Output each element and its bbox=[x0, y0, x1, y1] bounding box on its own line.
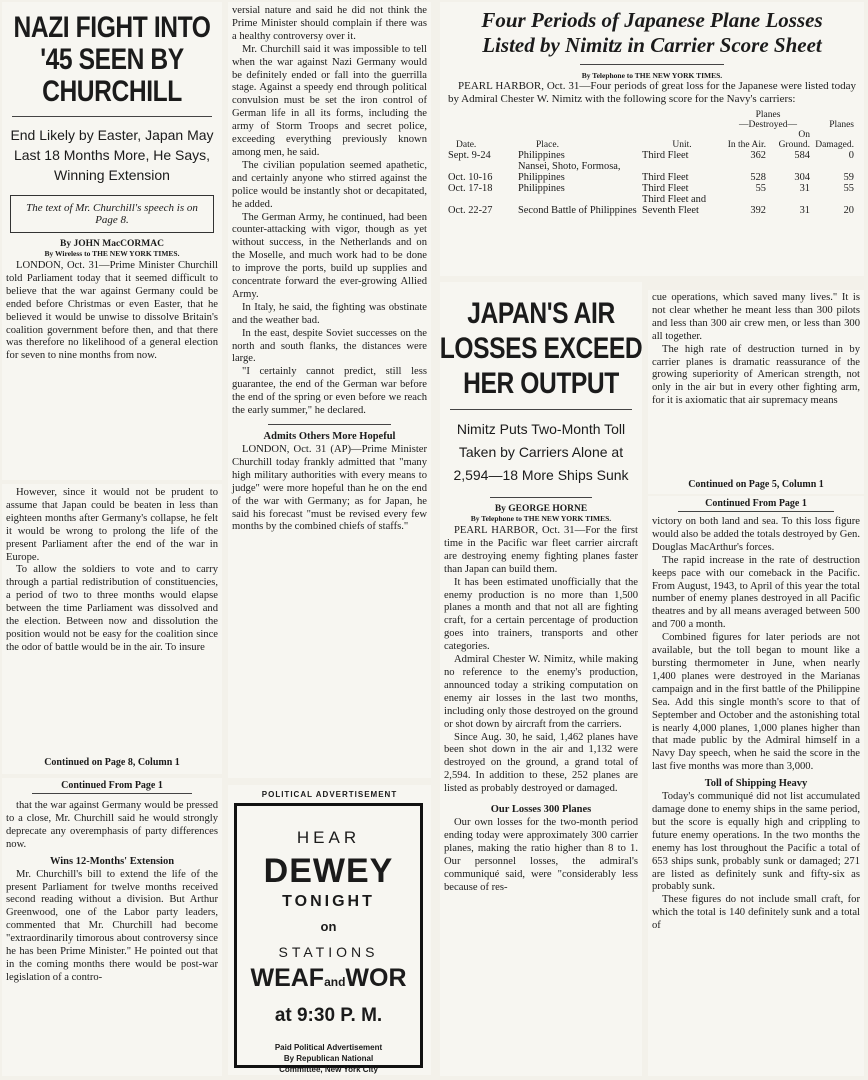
ad-call-letters bbox=[237, 964, 420, 993]
table-row bbox=[446, 183, 856, 194]
row-ground: 584 bbox=[794, 150, 810, 161]
japan-wire: By Telephone to THE NEW YORK TIMES. bbox=[470, 514, 612, 523]
paragraph: Mr. Churchill said it was impossible to tell when the war against Nazi Germany would be definitely ended or fall into the guerrilla stage. Against a speedy end through political convulsion must be set the iron control of German life in all its forms, including the army of Storm Troops and secret police, exceeding everything previously known among men, he said. bbox=[232, 43, 427, 158]
paragraph: victory on both land and sea. To this loss figure would also be added the totals destroyed by Gen. Douglas MacArthur's forces. bbox=[652, 516, 861, 553]
churchill-headline: NAZI FIGHT INTO '45 SEEN BY CHURCHILL bbox=[13, 11, 211, 108]
table-header-group bbox=[446, 110, 856, 130]
row-unit: Third Fleet bbox=[642, 172, 689, 183]
header-damaged: Damaged. bbox=[815, 140, 854, 150]
paragraph: PEARL HARBOR, Oct. 31—For the first time in the Pacific war fleet carrier aircraft are destroying enemy fighting planes faster than Japan can build them. bbox=[444, 525, 638, 575]
paragraph: "I certainly cannot predict, still less guarantee, the end of the German war before the end of the spring or even before we reach the early summer," he declared. bbox=[232, 366, 427, 417]
divider bbox=[268, 424, 391, 425]
paragraph: These figures do not include small craft, for which the total is 140 definitely sunk and a total of bbox=[652, 894, 860, 932]
table-row bbox=[446, 194, 856, 216]
table-header bbox=[446, 130, 856, 150]
paragraph: Today's communiqué did not list accumulated damage done to enemy ships in the same period, but the score is equally high and crippling to future enemy operations. In the two months the enemy has lost throughout the Pacific a total of 653 ships sunk, probably sunk or damaged; 271 are listed as definitely sunk and fifty-six as probably sunk. bbox=[652, 791, 860, 893]
carrier-score-table bbox=[446, 110, 856, 216]
ad-header: POLITICAL ADVERTISEMENT bbox=[261, 790, 398, 799]
japan-column-1 bbox=[440, 282, 642, 1076]
ad-on: on bbox=[320, 919, 337, 934]
ad-paid-2: By Republican National bbox=[283, 1054, 374, 1063]
row-place: Philippines bbox=[518, 183, 565, 194]
divider bbox=[490, 497, 592, 498]
ad-time: at 9:30 P. M. bbox=[274, 1005, 383, 1026]
row-unit: Third Fleet bbox=[642, 150, 689, 161]
ad-tonight: TONIGHT bbox=[282, 893, 375, 910]
paragraph: Admiral Chester W. Nimitz, while making no reference to the enemy's production, announced today a striking computation on enemy air losses in the last two months, including only those destroyed on the ground or shot down by aircraft from the carriers. bbox=[444, 654, 638, 730]
subhead-our-losses: Our Losses 300 Planes bbox=[490, 804, 592, 816]
subhead-shipping: Toll of Shipping Heavy bbox=[704, 778, 808, 790]
paragraph: Combined figures for later periods are not available, but the toll began to mount like a bursting thermometer in June, when nearly 1,400 planes were destroyed in the Marianas campaign and in the first battle of the Philippine Sea. Add this single month's score to that of September and October and the astonishing total is nearly 4,000 planes, 1,000 planes higher than that made public by the Admiral himself in a Navy Day speech, when he said the score in the last five months was more than 3,000. bbox=[652, 632, 860, 773]
divider bbox=[580, 64, 724, 65]
row-damaged: 59 bbox=[843, 172, 854, 183]
continued-on-label: Continued on Page 5, Column 1 bbox=[688, 479, 824, 490]
paragraph: The civilian population seemed apathetic, and certainly anyone who stirred against the police would be instantly shot or decapitated, he added. bbox=[232, 159, 427, 210]
ad-paid-1: Paid Political Advertisement bbox=[274, 1043, 383, 1052]
japan-text-4 bbox=[648, 516, 864, 774]
paragraph: PEARL HARBOR, Oct. 31—Four periods of great loss for the Japanese were listed today by Admiral Chester W. Nimitz with the following score for the Navy's carriers: bbox=[448, 80, 856, 105]
japan-headline: JAPAN'S AIR LOSSES EXCEED HER OUTPUT bbox=[440, 297, 642, 400]
churchill-column-1-mid bbox=[2, 484, 222, 774]
paragraph: Since Aug. 30, he said, 1,462 planes have been shot down in the air and 1,132 were destroyed on the ground, a grand total of 2,594. In addition to these, 252 planes are listed as probably destroyed or damaged. bbox=[444, 731, 638, 795]
ad-hear: HEAR bbox=[296, 828, 361, 847]
ad-weaf: WEAF bbox=[250, 964, 325, 992]
paragraph: LONDON, Oct. 31 (AP)—Prime Minister Churchill today frankly admitted that "many high military authorities with every means to judge" were more hopeful than he on the end of the war with Germany; as for Japan, he said his forecast "must be revised every few months by the combined chiefs of staffs." bbox=[232, 444, 427, 533]
nimitz-wire: By Telephone to THE NEW YORK TIMES. bbox=[581, 71, 723, 80]
continued-on-label: Continued on Page 8, Column 1 bbox=[44, 757, 180, 768]
ad-dewey: DEWEY bbox=[263, 852, 394, 890]
row-ground: 31 bbox=[799, 205, 810, 216]
row-date: Oct. 17-18 bbox=[448, 183, 493, 194]
nimitz-score-clipping bbox=[440, 2, 864, 276]
header-air: In the Air. bbox=[727, 140, 766, 150]
paragraph: In Italy, he said, the fighting was obstinate and the weather bad. bbox=[232, 301, 427, 326]
churchill-wire: By Wireless to THE NEW YORK TIMES. bbox=[44, 249, 180, 258]
japan-column-2 bbox=[648, 290, 864, 494]
row-unit: Third Fleet and Seventh Fleet bbox=[642, 194, 707, 216]
speech-note-box bbox=[10, 195, 214, 233]
paragraph: Mr. Churchill's bill to extend the life of the present Parliament for twelve months received second reading without a division. But Arthur Greenwood, one of the Labor party leaders, commented that Mr. Churchill had become "extraordinarily timorous about controversy since he has been Prime Minister." He pointed out that in the coming months there would be post-war legislation of a contro- bbox=[6, 868, 218, 983]
japan-column-2-bottom bbox=[648, 496, 864, 1076]
row-date: Sept. 9-24 bbox=[448, 150, 491, 161]
nimitz-headline: Four Periods of Japanese Plane Losses Listed by Nimitz in Carrier Score Sheet bbox=[481, 8, 823, 57]
churchill-column-1-bottom bbox=[2, 778, 222, 1076]
subhead-hopeful: Admits Others More Hopeful bbox=[263, 431, 396, 442]
row-ground: 31 bbox=[799, 183, 810, 194]
header-planes-2: Planes bbox=[829, 120, 854, 130]
header-ground: On Ground. bbox=[778, 130, 810, 150]
divider bbox=[450, 409, 632, 410]
churchill-column-1 bbox=[2, 2, 222, 480]
ad-paid-3: Committee, New York City bbox=[279, 1065, 378, 1074]
row-air: 392 bbox=[750, 205, 766, 216]
header-destroyed: —Destroyed— bbox=[738, 120, 798, 130]
row-place: Nansei, Shoto, Formosa, Philippines bbox=[518, 161, 621, 183]
ad-and: and bbox=[324, 975, 346, 989]
row-damaged: 20 bbox=[843, 205, 854, 216]
divider bbox=[12, 116, 212, 117]
continued-from-label: Continued From Page 1 bbox=[32, 778, 192, 794]
row-air: 528 bbox=[750, 172, 766, 183]
row-air: 362 bbox=[750, 150, 766, 161]
churchill-text-2 bbox=[2, 487, 222, 655]
header-planes: Planes bbox=[755, 110, 781, 120]
churchill-text-6 bbox=[228, 444, 431, 534]
japan-deck: Nimitz Puts Two-Month Toll Taken by Carriers Alone at 2,594—18 More Ships Sunk bbox=[453, 421, 629, 483]
row-place: Second Battle of Philippines bbox=[518, 205, 637, 216]
paragraph: However, since it would not be prudent to assume that Japan could be beaten in less than eighteen months after Germany's collapse, he felt it would be wrong to prolong the life of the present Parliament after the end of the war in Europe. bbox=[6, 487, 218, 563]
churchill-text-3 bbox=[2, 800, 222, 852]
header-unit: Unit. bbox=[672, 140, 692, 150]
political-advertisement bbox=[228, 785, 431, 1075]
table-row bbox=[446, 150, 856, 161]
row-damaged: 55 bbox=[843, 183, 854, 194]
table-row bbox=[446, 161, 856, 183]
row-damaged: 0 bbox=[848, 150, 854, 161]
paragraph: The German Army, he continued, had been counter-attacking with vigor, though as yet without success, in the Netherlands and on the Moselle, and much work had to be done to improve the ports, build up supplies and concentrate forward the ever-growing Allied Army. bbox=[232, 211, 427, 300]
paragraph: In the east, despite Soviet successes on the north and south flanks, the distances were large. bbox=[232, 327, 427, 365]
ad-wor: WOR bbox=[345, 964, 407, 992]
churchill-deck: End Likely by Easter, Japan May Last 18 Months More, He Says, Winning Extension bbox=[10, 127, 214, 183]
paragraph: LONDON, Oct. 31—Prime Minister Churchill told Parliament today that it seemed difficult to believe that the war against Germany could be ended before Christmas or even Easter, that he believed it would be unwise to dissolve Britain's coalition government before then, and that there was therefore no likelihood of a general election for seven to nine months from now. bbox=[6, 260, 218, 362]
paragraph: cue operations, which saved many lives." It is not clear whether he meant less than 300 pilots and less than 300 air crew men, or less than 300 all together. bbox=[652, 292, 860, 342]
churchill-byline: By JOHN MacCORMAC bbox=[60, 239, 164, 249]
row-unit: Third Fleet bbox=[642, 183, 689, 194]
ad-stations: STATIONS bbox=[278, 944, 379, 960]
paragraph: To allow the soldiers to vote and to carry through a partial redistribution of constituencies, a period of two to three months would elapse between the time Parliament was dissolved and the election. Between now and dissolution the position would not be easy for the coalition since the odor of battle would be in the air. To insure bbox=[6, 564, 218, 653]
churchill-text-5 bbox=[228, 5, 431, 418]
ad-box bbox=[234, 803, 423, 1074]
japan-text-5 bbox=[648, 791, 864, 933]
header-date: Date. bbox=[456, 140, 477, 150]
row-place: Philippines bbox=[518, 150, 565, 161]
japan-text-2 bbox=[440, 817, 642, 894]
churchill-text-4 bbox=[2, 869, 222, 985]
paragraph: Our own losses for the two-month period ending today were approximately 300 carrier planes, making the ratio higher than 8 to 1. Our personnel losses, the admiral's communiqué said, were "considerably less because of res- bbox=[444, 817, 638, 893]
paragraph: that the war against Germany would be pressed to a close, Mr. Churchill said he would strongly deprecate any overemphasis of party differences now. bbox=[6, 800, 218, 850]
subhead-extension: Wins 12-Months' Extension bbox=[49, 855, 175, 867]
continued-from-label: Continued From Page 1 bbox=[678, 496, 834, 512]
japan-byline: By GEORGE HORNE bbox=[494, 504, 588, 514]
row-ground: 304 bbox=[794, 172, 810, 183]
row-date: Oct. 22-27 bbox=[448, 205, 493, 216]
speech-note: The text of Mr. Churchill's speech is on Page 8. bbox=[26, 202, 198, 226]
paragraph: versial nature and said he did not think the Prime Minister should complain if there was a healthy controversy over it. bbox=[232, 5, 427, 42]
japan-text-3 bbox=[648, 292, 864, 408]
paragraph: The rapid increase in the rate of destruction keeps pace with our comeback in the Pacific. From August, 1943, to April of this year the total number of enemy planes destroyed in all Pacific theatres and by all means averaged between 500 and 700 a month. bbox=[652, 554, 860, 631]
paragraph: The high rate of destruction turned in by carrier planes is dramatic reassurance of the growing superiority of American strength, not only in the air but in every other fighting arm, for it is axiomatic that air supremacy means bbox=[652, 343, 860, 407]
paragraph: It has been estimated unofficially that the enemy production is no more than 1,500 planes a month and that not all are fighting craft, for a certain percentage of production goes into trainers, transports and other categories. bbox=[444, 576, 638, 653]
header-place: Place. bbox=[536, 140, 559, 150]
churchill-text-1 bbox=[2, 260, 222, 363]
churchill-column-2 bbox=[228, 2, 431, 778]
nimitz-lede bbox=[440, 80, 864, 106]
row-air: 55 bbox=[755, 183, 766, 194]
japan-text-1 bbox=[440, 525, 642, 796]
row-date: Oct. 10-16 bbox=[448, 172, 493, 183]
